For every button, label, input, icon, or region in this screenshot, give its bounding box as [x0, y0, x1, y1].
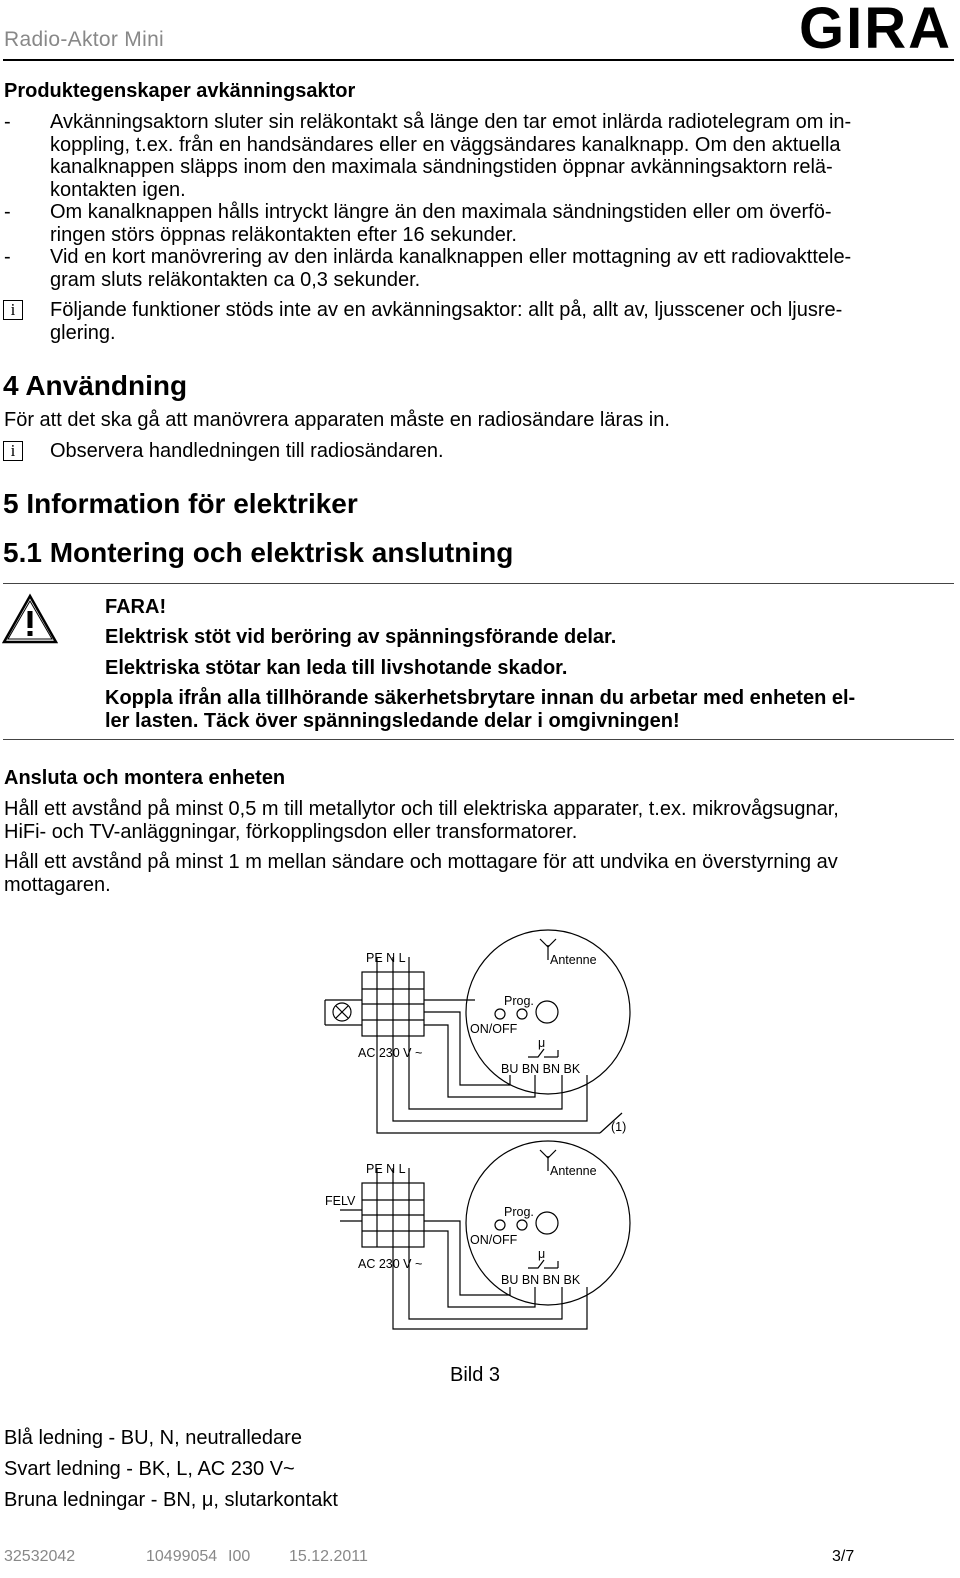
warning-line-3: Koppla ifrån alla tillhörande säkerhetsbrytare innan du arbetar med enheten el- ler lasten. Täck över spänningsledande delar i omgivningen!	[105, 687, 856, 732]
diagram-pe-n-l-top: PE N L	[366, 951, 406, 965]
diagram-terminals-top: BU BN BN BK	[501, 1062, 581, 1076]
connect-heading: Ansluta och montera enheten	[4, 767, 286, 789]
diagram-felv: FELV	[325, 1194, 356, 1208]
warning-bottom-rule	[3, 739, 954, 740]
legend-black: Svart ledning - BK, L, AC 230 V~	[4, 1458, 295, 1480]
diagram-pe-n-l-bottom: PE N L	[366, 1162, 406, 1176]
bullet-dash: -	[4, 246, 11, 268]
warning-line-1: Elektrisk stöt vid beröring av spänningsförande delar.	[105, 626, 617, 648]
header-rule	[3, 59, 954, 61]
info-icon: i	[3, 441, 23, 461]
properties-heading: Produktegenskaper avkänningsaktor	[4, 80, 356, 102]
diagram-prog-bottom: Prog.	[504, 1205, 534, 1219]
info-icon: i	[3, 300, 23, 320]
mounting-heading: 5.1 Montering och elektrisk anslutning	[3, 537, 514, 568]
footer-date: 15.12.2011	[289, 1548, 368, 1565]
footer-code-2: 10499054	[146, 1548, 218, 1565]
electrician-heading: 5 Information för elektriker	[3, 488, 358, 519]
connect-paragraph-2: Håll ett avstånd på minst 1 m mellan sändare och mottagare för att undvika en överstyrning av mottagaren.	[4, 851, 838, 896]
usage-heading: 4 Användning	[3, 370, 188, 401]
footer-code-3: I00	[228, 1548, 251, 1565]
diagram-onoff-bottom: ON/OFF	[470, 1233, 518, 1247]
legend-brown: Bruna ledningar - BN, μ, slutarkontakt	[4, 1489, 338, 1511]
usage-text: För att det ska gå att manövrera apparaten måste en radiosändare läras in.	[4, 409, 670, 431]
diagram-antenne-bottom: Antenne	[550, 1164, 597, 1178]
warning-triangle-icon	[2, 593, 58, 645]
diagram-label-1: (1)	[611, 1120, 627, 1134]
footer-code-1: 32532042	[4, 1548, 76, 1565]
properties-note: Följande funktioner stöds inte av en avkänningsaktor: allt på, allt av, ljusscener och ljusre- glering.	[50, 299, 843, 344]
warning-line-2: Elektriska stötar kan leda till livshotande skador.	[105, 657, 568, 679]
bullet-1: Avkänningsaktorn sluter sin reläkontakt så länge den tar emot inlärda radiotelegram om in- koppling, t.ex. från en handsändares eller en väggsändares kanalknapp. Om den aktuella kanalknappen släpps inom den maximala sändningstiden öppnar avkänningsaktorn relä- kontakten igen.	[50, 111, 852, 201]
legend-blue: Blå ledning - BU, N, neutralledare	[4, 1427, 302, 1449]
diagram-mu-bottom: μ	[538, 1247, 546, 1261]
figure-caption: Bild 3	[450, 1364, 501, 1386]
bullet-3: Vid en kort manövrering av den inlärda kanalknappen eller mottagning av ett radiovakttele- gram sluts reläkontakten ca 0,3 sekunder.	[50, 246, 852, 291]
gira-logo: GIRA	[799, 0, 952, 61]
diagram-prog-top: Prog.	[504, 994, 534, 1008]
diagram-onoff-top: ON/OFF	[470, 1022, 518, 1036]
bullet-dash: -	[4, 201, 11, 223]
bullet-2: Om kanalknappen hålls intryckt längre än den maximala sändningstiden eller om överfö- ringen störs öppnas reläkontakten efter 16 sekunder.	[50, 201, 832, 246]
warning-title: FARA!	[105, 596, 167, 618]
diagram-antenne-top: Antenne	[550, 953, 597, 967]
diagram-ac-bottom: AC 230 V ~	[358, 1257, 423, 1271]
diagram-mu-top: μ	[538, 1036, 546, 1050]
bullet-dash: -	[4, 111, 11, 133]
diagram-ac-top: AC 230 V ~	[358, 1046, 423, 1060]
wiring-diagram	[300, 925, 660, 1395]
document-product-title: Radio-Aktor Mini	[4, 28, 165, 51]
connect-paragraph-1: Håll ett avstånd på minst 0,5 m till metallytor och till elektriska apparater, t.ex. mikrovågsugnar, HiFi- och TV-anläggningar, förkopplingsdon eller transformatorer.	[4, 798, 839, 843]
footer-page-number: 3/7	[832, 1548, 855, 1565]
warning-top-rule	[3, 583, 954, 584]
diagram-terminals-bottom: BU BN BN BK	[501, 1273, 581, 1287]
usage-note: Observera handledningen till radiosändaren.	[50, 440, 444, 462]
